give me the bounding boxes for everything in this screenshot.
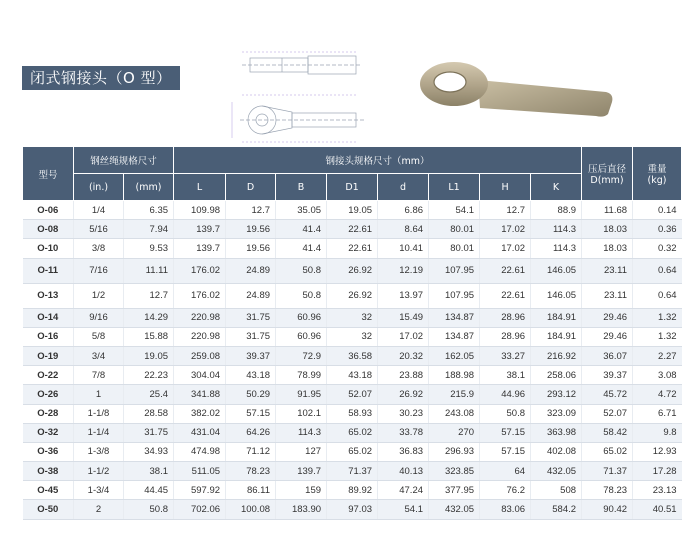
cell-d: 100.08	[226, 500, 276, 519]
cell-h: 38.1	[480, 366, 531, 385]
cell-k: 114.3	[531, 220, 582, 239]
cell-l1: 243.08	[429, 404, 480, 423]
cell-rope-mm: 28.58	[124, 404, 174, 423]
subheader-d: D	[226, 174, 276, 201]
cell-d: 19.56	[226, 239, 276, 258]
cell-rope-inch: 3/8	[74, 239, 124, 258]
spec-table	[22, 146, 682, 520]
cell-k: 114.3	[531, 239, 582, 258]
table-row	[23, 220, 682, 239]
cell-b: 102.1	[276, 404, 327, 423]
cell-d: 78.23	[226, 462, 276, 481]
cell-h: 17.02	[480, 220, 531, 239]
cell-l: 176.02	[174, 258, 226, 283]
table-row	[23, 327, 682, 346]
cell-k: 146.05	[531, 258, 582, 283]
cell-small-d: 10.41	[378, 239, 429, 258]
cell-d1: 22.61	[327, 239, 378, 258]
cell-pressed-diameter: 52.07	[582, 404, 633, 423]
cell-d1: 26.92	[327, 258, 378, 283]
cell-rope-inch: 1-1/8	[74, 404, 124, 423]
cell-pressed-diameter: 23.11	[582, 283, 633, 308]
cell-d1: 65.02	[327, 442, 378, 461]
cell-d: 43.18	[226, 366, 276, 385]
cell-h: 83.06	[480, 500, 531, 519]
table-row	[23, 385, 682, 404]
cell-k: 432.05	[531, 462, 582, 481]
cell-h: 57.15	[480, 423, 531, 442]
cell-l: 109.98	[174, 201, 226, 220]
cell-rope-inch: 1-1/4	[74, 423, 124, 442]
cell-small-d: 36.83	[378, 442, 429, 461]
cell-model: O-08	[23, 220, 74, 239]
cell-b: 35.05	[276, 201, 327, 220]
cell-small-d: 6.86	[378, 201, 429, 220]
cell-h: 76.2	[480, 481, 531, 500]
cell-rope-mm: 31.75	[124, 423, 174, 442]
table-row	[23, 481, 682, 500]
cell-rope-mm: 34.93	[124, 442, 174, 461]
cell-l1: 107.95	[429, 283, 480, 308]
cell-d: 50.29	[226, 385, 276, 404]
cell-h: 12.7	[480, 201, 531, 220]
product-photo	[408, 58, 623, 138]
cell-rope-inch: 7/16	[74, 258, 124, 283]
cell-l1: 188.98	[429, 366, 480, 385]
cell-b: 127	[276, 442, 327, 461]
cell-model: O-45	[23, 481, 74, 500]
cell-d: 24.89	[226, 283, 276, 308]
cell-d1: 32	[327, 327, 378, 346]
cell-small-d: 20.32	[378, 346, 429, 365]
cell-b: 50.8	[276, 258, 327, 283]
table-row	[23, 239, 682, 258]
cell-h: 28.96	[480, 327, 531, 346]
cell-rope-mm: 38.1	[124, 462, 174, 481]
cell-rope-inch: 9/16	[74, 308, 124, 327]
cell-d1: 22.61	[327, 220, 378, 239]
cell-b: 78.99	[276, 366, 327, 385]
cell-rope-mm: 19.05	[124, 346, 174, 365]
cell-l: 139.7	[174, 220, 226, 239]
cell-rope-mm: 44.45	[124, 481, 174, 500]
cell-k: 584.2	[531, 500, 582, 519]
cell-pressed-diameter: 29.46	[582, 308, 633, 327]
cell-weight: 0.64	[633, 283, 682, 308]
cell-weight: 0.32	[633, 239, 682, 258]
cell-rope-inch: 2	[74, 500, 124, 519]
cell-b: 183.90	[276, 500, 327, 519]
cell-l: 259.08	[174, 346, 226, 365]
subheader-b: B	[276, 174, 327, 201]
cell-d1: 26.92	[327, 283, 378, 308]
cell-l: 382.02	[174, 404, 226, 423]
cell-small-d: 8.64	[378, 220, 429, 239]
cell-rope-inch: 1-1/2	[74, 462, 124, 481]
cell-l1: 296.93	[429, 442, 480, 461]
cell-small-d: 23.88	[378, 366, 429, 385]
cell-b: 72.9	[276, 346, 327, 365]
cell-d1: 36.58	[327, 346, 378, 365]
cell-l1: 162.05	[429, 346, 480, 365]
cell-weight: 3.08	[633, 366, 682, 385]
cell-b: 41.4	[276, 220, 327, 239]
cell-d: 12.7	[226, 201, 276, 220]
cell-pressed-diameter: 71.37	[582, 462, 633, 481]
cell-model: O-38	[23, 462, 74, 481]
cell-model: O-16	[23, 327, 74, 346]
subheader-h: H	[480, 174, 531, 201]
cell-k: 402.08	[531, 442, 582, 461]
cell-l1: 107.95	[429, 258, 480, 283]
cell-k: 184.91	[531, 327, 582, 346]
header-pressed-diameter-text: 压后直径 D(mm)	[588, 164, 627, 186]
subheader-d1: D1	[327, 174, 378, 201]
cell-rope-mm: 7.94	[124, 220, 174, 239]
cell-rope-mm: 50.8	[124, 500, 174, 519]
cell-k: 508	[531, 481, 582, 500]
cell-d1: 65.02	[327, 423, 378, 442]
cell-pressed-diameter: 18.03	[582, 220, 633, 239]
cell-l: 702.06	[174, 500, 226, 519]
cell-l: 341.88	[174, 385, 226, 404]
cell-weight: 0.14	[633, 201, 682, 220]
cell-h: 17.02	[480, 239, 531, 258]
table-row	[23, 201, 682, 220]
cell-b: 159	[276, 481, 327, 500]
cell-rope-mm: 22.23	[124, 366, 174, 385]
cell-pressed-diameter: 65.02	[582, 442, 633, 461]
cell-model: O-50	[23, 500, 74, 519]
cell-pressed-diameter: 58.42	[582, 423, 633, 442]
cell-rope-mm: 15.88	[124, 327, 174, 346]
cell-pressed-diameter: 23.11	[582, 258, 633, 283]
cell-d1: 89.92	[327, 481, 378, 500]
cell-h: 33.27	[480, 346, 531, 365]
cell-model: O-06	[23, 201, 74, 220]
cell-rope-inch: 5/8	[74, 327, 124, 346]
table-row	[23, 346, 682, 365]
cell-d1: 52.07	[327, 385, 378, 404]
cell-l1: 215.9	[429, 385, 480, 404]
cell-rope-inch: 7/8	[74, 366, 124, 385]
cell-b: 50.8	[276, 283, 327, 308]
cell-d1: 43.18	[327, 366, 378, 385]
cell-d1: 97.03	[327, 500, 378, 519]
cell-pressed-diameter: 18.03	[582, 239, 633, 258]
cell-weight: 0.36	[633, 220, 682, 239]
subheader-l1: L1	[429, 174, 480, 201]
cell-h: 64	[480, 462, 531, 481]
cell-weight: 17.28	[633, 462, 682, 481]
table-row	[23, 308, 682, 327]
cell-model: O-22	[23, 366, 74, 385]
cell-l: 220.98	[174, 327, 226, 346]
cell-b: 139.7	[276, 462, 327, 481]
cell-model: O-32	[23, 423, 74, 442]
header-model: 型号	[23, 147, 74, 201]
cell-rope-mm: 25.4	[124, 385, 174, 404]
cell-rope-inch: 1-3/8	[74, 442, 124, 461]
cell-rope-inch: 1	[74, 385, 124, 404]
cell-weight: 12.93	[633, 442, 682, 461]
table-row	[23, 442, 682, 461]
table-row	[23, 462, 682, 481]
cell-l1: 80.01	[429, 239, 480, 258]
cell-rope-mm: 11.11	[124, 258, 174, 283]
cell-l: 139.7	[174, 239, 226, 258]
header-joint-size: 钢接头规格尺寸（mm）	[174, 147, 582, 174]
cell-small-d: 15.49	[378, 308, 429, 327]
cell-d: 31.75	[226, 308, 276, 327]
cell-l: 511.05	[174, 462, 226, 481]
cell-rope-inch: 1/2	[74, 283, 124, 308]
subheader-inch: (in.)	[74, 174, 124, 201]
cell-pressed-diameter: 39.37	[582, 366, 633, 385]
cell-model: O-19	[23, 346, 74, 365]
cell-d1: 58.93	[327, 404, 378, 423]
cell-l1: 323.85	[429, 462, 480, 481]
cell-d1: 71.37	[327, 462, 378, 481]
cell-l: 597.92	[174, 481, 226, 500]
cell-small-d: 47.24	[378, 481, 429, 500]
cell-d: 39.37	[226, 346, 276, 365]
cell-k: 258.06	[531, 366, 582, 385]
cell-l1: 134.87	[429, 308, 480, 327]
cell-model: O-28	[23, 404, 74, 423]
spec-table-body	[23, 201, 682, 520]
cell-k: 293.12	[531, 385, 582, 404]
cell-weight: 0.64	[633, 258, 682, 283]
page-title: 闭式钢接头（O 型）	[22, 66, 180, 90]
cell-pressed-diameter: 45.72	[582, 385, 633, 404]
cell-l: 304.04	[174, 366, 226, 385]
cell-small-d: 54.1	[378, 500, 429, 519]
subheader-k: K	[531, 174, 582, 201]
cell-l1: 134.87	[429, 327, 480, 346]
cell-small-d: 12.19	[378, 258, 429, 283]
cell-d1: 32	[327, 308, 378, 327]
cell-l: 431.04	[174, 423, 226, 442]
cell-rope-mm: 9.53	[124, 239, 174, 258]
cell-rope-inch: 3/4	[74, 346, 124, 365]
cell-model: O-36	[23, 442, 74, 461]
cell-weight: 9.8	[633, 423, 682, 442]
header-weight	[633, 147, 682, 201]
table-row	[23, 258, 682, 283]
cell-b: 41.4	[276, 239, 327, 258]
cell-h: 22.61	[480, 258, 531, 283]
cell-model: O-11	[23, 258, 74, 283]
cell-k: 88.9	[531, 201, 582, 220]
cell-l: 220.98	[174, 308, 226, 327]
cell-h: 28.96	[480, 308, 531, 327]
cell-weight: 6.71	[633, 404, 682, 423]
cell-d: 57.15	[226, 404, 276, 423]
table-row	[23, 283, 682, 308]
cell-model: O-13	[23, 283, 74, 308]
cell-k: 146.05	[531, 283, 582, 308]
table-row	[23, 404, 682, 423]
cell-rope-mm: 14.29	[124, 308, 174, 327]
cell-k: 184.91	[531, 308, 582, 327]
cell-d: 86.11	[226, 481, 276, 500]
cell-b: 60.96	[276, 327, 327, 346]
cell-h: 44.96	[480, 385, 531, 404]
cell-b: 91.95	[276, 385, 327, 404]
cell-small-d: 13.97	[378, 283, 429, 308]
cell-weight: 40.51	[633, 500, 682, 519]
cell-l1: 270	[429, 423, 480, 442]
cell-pressed-diameter: 90.42	[582, 500, 633, 519]
header-pressed-diameter	[582, 147, 633, 201]
subheader-l: L	[174, 174, 226, 201]
cell-h: 22.61	[480, 283, 531, 308]
cell-k: 363.98	[531, 423, 582, 442]
cell-l: 176.02	[174, 283, 226, 308]
table-row	[23, 500, 682, 519]
cell-b: 60.96	[276, 308, 327, 327]
cell-d: 19.56	[226, 220, 276, 239]
cell-small-d: 17.02	[378, 327, 429, 346]
cell-rope-inch: 5/16	[74, 220, 124, 239]
cell-b: 114.3	[276, 423, 327, 442]
cell-weight: 4.72	[633, 385, 682, 404]
cell-model: O-10	[23, 239, 74, 258]
technical-drawing	[222, 40, 382, 150]
cell-l: 474.98	[174, 442, 226, 461]
cell-pressed-diameter: 36.07	[582, 346, 633, 365]
subheader-small-d: d	[378, 174, 429, 201]
cell-weight: 1.32	[633, 308, 682, 327]
cell-l1: 432.05	[429, 500, 480, 519]
cell-h: 57.15	[480, 442, 531, 461]
cell-small-d: 26.92	[378, 385, 429, 404]
cell-rope-inch: 1-3/4	[74, 481, 124, 500]
cell-small-d: 30.23	[378, 404, 429, 423]
table-row	[23, 366, 682, 385]
cell-k: 216.92	[531, 346, 582, 365]
cell-l1: 54.1	[429, 201, 480, 220]
cell-weight: 1.32	[633, 327, 682, 346]
cell-model: O-26	[23, 385, 74, 404]
cell-l1: 377.95	[429, 481, 480, 500]
cell-l1: 80.01	[429, 220, 480, 239]
header-weight-text: 重量 (kg)	[647, 164, 667, 186]
cell-d1: 19.05	[327, 201, 378, 220]
subheader-mm: (mm)	[124, 174, 174, 201]
cell-h: 50.8	[480, 404, 531, 423]
cell-rope-inch: 1/4	[74, 201, 124, 220]
cell-d: 24.89	[226, 258, 276, 283]
cell-weight: 2.27	[633, 346, 682, 365]
cell-pressed-diameter: 78.23	[582, 481, 633, 500]
cell-pressed-diameter: 11.68	[582, 201, 633, 220]
cell-d: 71.12	[226, 442, 276, 461]
cell-rope-mm: 6.35	[124, 201, 174, 220]
table-row	[23, 423, 682, 442]
cell-d: 64.26	[226, 423, 276, 442]
cell-d: 31.75	[226, 327, 276, 346]
cell-pressed-diameter: 29.46	[582, 327, 633, 346]
cell-rope-mm: 12.7	[124, 283, 174, 308]
cell-small-d: 33.78	[378, 423, 429, 442]
cell-weight: 23.13	[633, 481, 682, 500]
cell-k: 323.09	[531, 404, 582, 423]
cell-small-d: 40.13	[378, 462, 429, 481]
cell-model: O-14	[23, 308, 74, 327]
header-rope-size: 钢丝绳规格尺寸	[74, 147, 174, 174]
